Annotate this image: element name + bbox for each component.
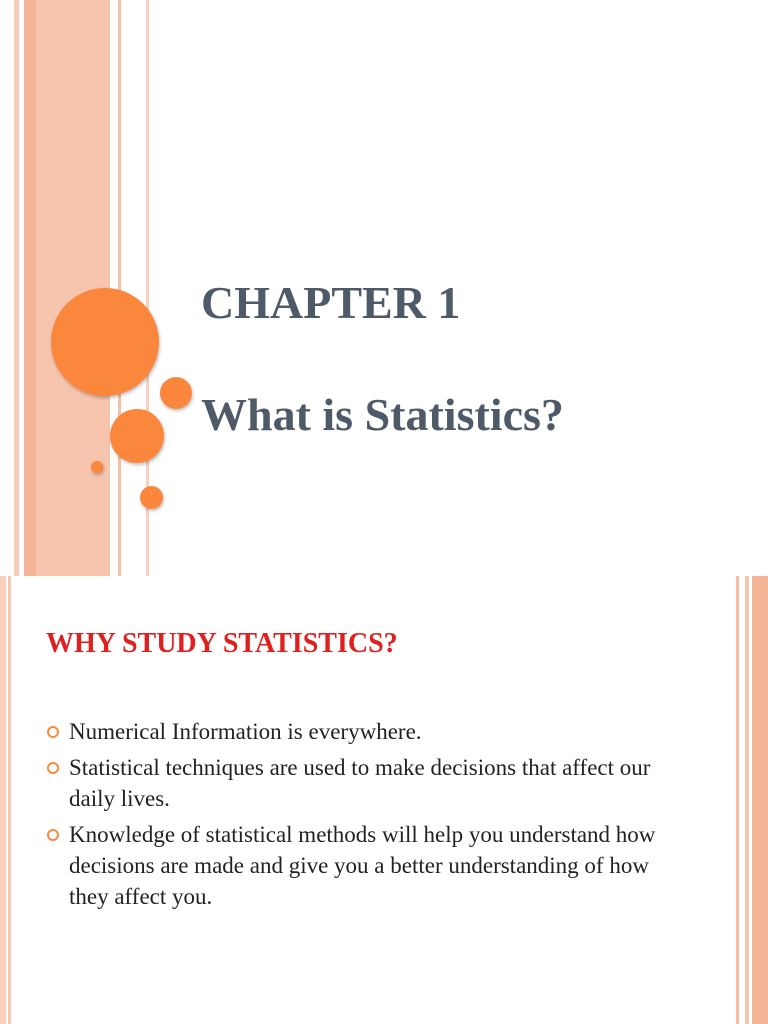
decorative-stripe — [752, 576, 768, 1024]
slide-heading: WHY STUDY STATISTICS? — [46, 628, 398, 659]
decorative-circle-small — [140, 486, 163, 509]
bullet-text: Knowledge of statistical methods will help you understand how decisions are made and give you a better understanding of how they affect you. — [69, 822, 656, 909]
decorative-stripe — [118, 0, 121, 576]
decorative-circle-medium — [110, 409, 164, 463]
bullet-text: Statistical techniques are used to make decisions that affect our daily lives. — [69, 755, 651, 811]
decorative-stripe — [736, 576, 739, 1024]
ring-bullet-icon — [47, 726, 59, 738]
chapter-subtitle: What is Statistics? — [201, 389, 564, 440]
decorative-stripe — [745, 576, 749, 1024]
decorative-stripe — [8, 576, 11, 1024]
bullet-text: Numerical Information is everywhere. — [69, 719, 422, 744]
decorative-circle-large — [51, 288, 159, 396]
slide-why-study — [0, 576, 768, 1024]
decorative-stripe — [24, 0, 36, 576]
ring-bullet-icon — [47, 762, 59, 774]
bullet-list — [44, 716, 684, 917]
decorative-circle-tiny — [91, 461, 103, 473]
bullet-item — [44, 819, 684, 912]
decorative-stripe — [0, 576, 6, 1024]
decorative-stripe — [14, 0, 19, 576]
bullet-item — [44, 752, 684, 814]
ring-bullet-icon — [47, 829, 59, 841]
bullet-item — [44, 716, 684, 747]
decorative-circle-small — [160, 377, 192, 409]
chapter-title: CHAPTER 1 — [201, 277, 461, 328]
